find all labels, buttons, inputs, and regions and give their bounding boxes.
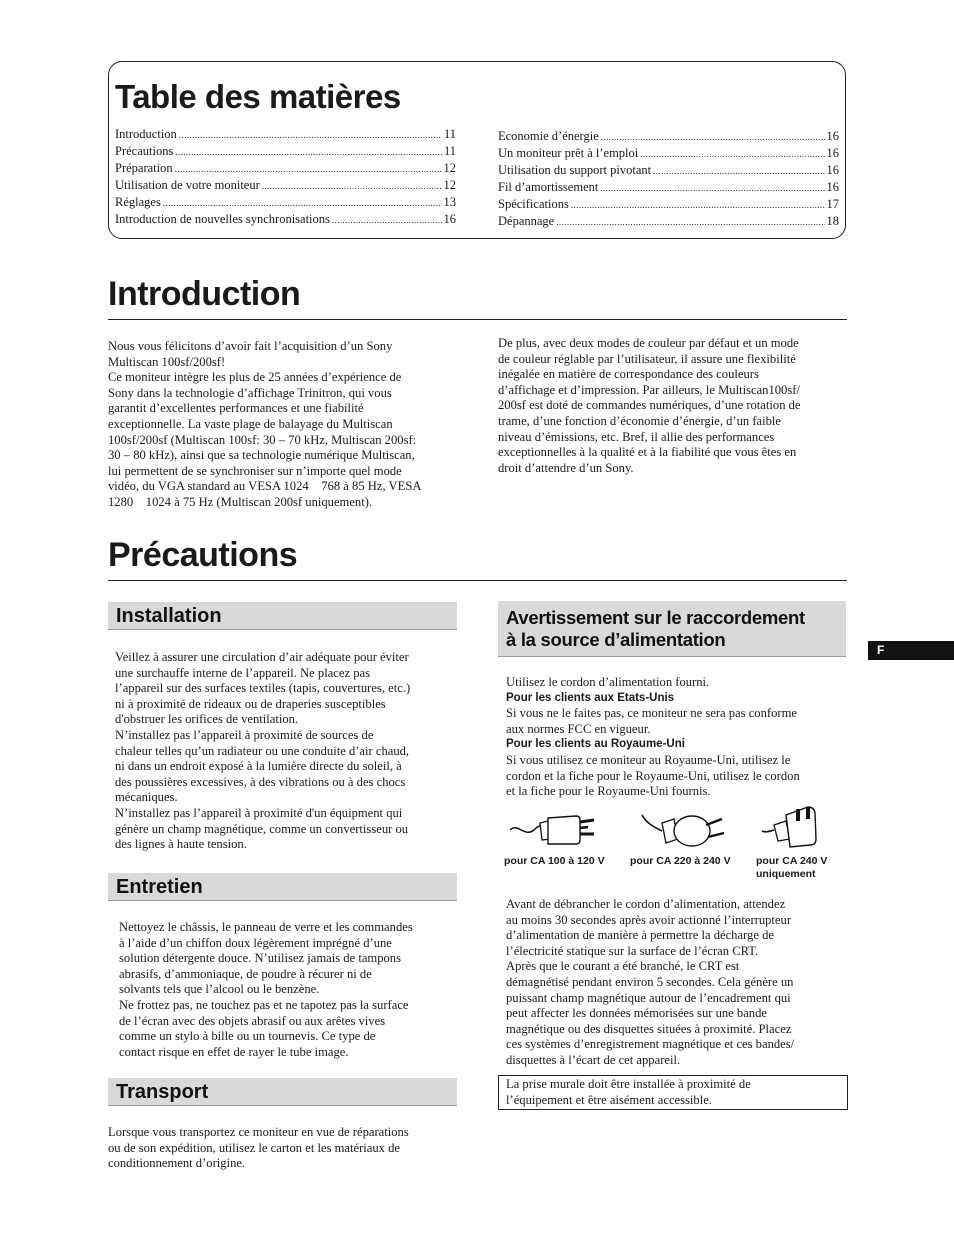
power-instructions: Utilisez le cordon d’alimentation fourni. Pour les clients aux Etats-Unis Si vous ne le faites pas, ce moniteur ne sera pas conforme aux normes FCC en vigueur. Pour les clients au Royaume-Uni Si vous utilisez ce moniteur au Royaume-Uni, utilisez le cordon et la fiche pour le Royaume-Uni, utilisez le cordon et la fiche pour le Royaume-Uni fournis. bbox=[506, 675, 800, 799]
uk-plug-icon bbox=[760, 805, 820, 853]
precautions-title: Précautions bbox=[108, 536, 298, 574]
toc-entry[interactable]: Spécifications ..... 17 bbox=[498, 196, 839, 213]
euro-plug-icon bbox=[640, 805, 728, 853]
language-tab: F bbox=[868, 641, 954, 660]
toc-left-column bbox=[115, 126, 456, 228]
transport-heading: Transport bbox=[108, 1078, 457, 1106]
toc-entry[interactable]: Réglages ..... 13 bbox=[115, 194, 456, 211]
entretien-heading: Entretien bbox=[108, 873, 457, 901]
toc-entry[interactable]: Introduction ..... 11 bbox=[115, 126, 456, 143]
introduction-rule bbox=[108, 319, 847, 320]
power-warning-heading: Avertissement sur le raccordement à la source d’alimentation bbox=[498, 601, 846, 657]
toc-entry[interactable]: Utilisation de votre moniteur ..... 12 bbox=[115, 177, 456, 194]
introduction-left-text: Nous vous félicitons d’avoir fait l’acquisition d’un Sony Multiscan 100sf/200sf! Ce moniteur intègre les plus de 25 années d’expérience de Sony dans la technologie d’affichage Trinitron, qui vous garantit d’excellentes performances et une fiabilité exceptionnelle. La vaste plage de balayage du Multiscan 100sf/200sf (Multiscan 100sf: 30 – 70 kHz, Multiscan 200sf: 30 – 80 kHz), ainsi que sa technologie numérique Multiscan, lui permettent de se synchroniser sur n’importe quel mode vidéo, du VGA standard au VESA 1024 768 à 85 Hz, VESA 1280 1024 à 75 Hz (Multiscan 200sf uniquement). bbox=[108, 339, 422, 509]
toc-title: Table des matières bbox=[115, 78, 401, 115]
introduction-title: Introduction bbox=[108, 275, 301, 313]
toc-entry[interactable]: Utilisation du support pivotant ..... 16 bbox=[498, 162, 839, 179]
toc-entry[interactable]: Economie d’énergie ..... 16 bbox=[498, 128, 839, 145]
toc-right-column bbox=[498, 128, 839, 230]
transport-text: Lorsque vous transportez ce moniteur en vue de réparations ou de son expédition, utilisez le carton et les matériaux de conditionnement d’origine. bbox=[108, 1125, 409, 1171]
plug-caption-uk: pour CA 240 V uniquement bbox=[756, 855, 828, 880]
us-plug-icon bbox=[510, 808, 598, 852]
power-warning-text: Avant de débrancher le cordon d’alimentation, attendez au moins 30 secondes après avoir actionné l’interrupteur d’alimentation de manière à permettre la décharge de l’électricité statique sur la surface de l’écran CRT. Après que le courant a été branché, le CRT est démagnétisé pendant environ 5 secondes. Cela génère un puissant champ magnétique autour de l’encadrement qui peut affecter les données mémorisées sur une bande magnétique ou des disquettes situées à proximité. Placez ces systèmes d’enregistrement magnétique et ces bandes/ disquettes à l’écart de cet appareil. bbox=[506, 897, 795, 1067]
toc-entry[interactable]: Fil d’amortissement ..... 16 bbox=[498, 179, 839, 196]
entretien-text: Nettoyez le châssis, le panneau de verre et les commandes à l’aide d’un chiffon doux légèrement imprégné d’une solution détergente douce. N’utilisez jamais de tampons abrasifs, d’ammoniaque, de poudre à récurer ni de solvants tels que l’alcool ou le benzène. Ne frottez pas, ne touchez pas et ne tapotez pas la surface de l’écran avec des objets abrasif ou aux arêtes vives comme un stylo à bille ou un tournevis. Ce type de contact risque en effet de rayer le tube image. bbox=[119, 920, 413, 1059]
plug-caption-eu: pour CA 220 à 240 V bbox=[630, 855, 731, 867]
plug-caption-us: pour CA 100 à 120 V bbox=[504, 855, 605, 867]
wall-outlet-note: La prise murale doit être installée à proximité de l’équipement et être aisément accessible. bbox=[498, 1075, 848, 1110]
toc-entry[interactable]: Préparation ..... 12 bbox=[115, 160, 456, 177]
installation-heading: Installation bbox=[108, 602, 457, 630]
toc-entry[interactable]: Introduction de nouvelles synchronisations ..... 16 bbox=[115, 211, 456, 228]
precautions-rule bbox=[108, 580, 847, 581]
toc-entry[interactable]: Dépannage ..... 18 bbox=[498, 213, 839, 230]
toc-entry[interactable]: Un moniteur prêt à l’emploi ..... 16 bbox=[498, 145, 839, 162]
introduction-right-text: De plus, avec deux modes de couleur par défaut et un mode de couleur réglable par l’utilisateur, il assure une flexibilité inégalée en matière de correspondance des couleurs d’affichage et d’impression. Par ailleurs, le Multiscan100sf/ 200sf est doté de commandes numériques, d’une rotation de trame, d’une fonction d’économie d’énergie, d’un faible niveau d’émissions, etc. Bref, il allie des performances exceptionnelles à la qualité et à la fiabilité que vous êtes en droit d’attendre d’un Sony. bbox=[498, 336, 801, 475]
installation-text: Veillez à assurer une circulation d’air adéquate pour éviter une surchauffe interne de l’appareil. Ne placez pas l’appareil sur des surfaces textiles (tapis, couvertures, etc.) ni à proximité de rideaux ou de draperies susceptibles d'obstruer les orifices de ventilation. N’installez pas l’appareil à proximité de sources de chaleur telles qu’un radiateur ou une conduite d’air chaud, ni dans un endroit exposé à la lumière directe du soleil, à des poussières excessives, à des vibrations ou à des chocs mécaniques. N’installez pas l’appareil à proximité d'un équipment qui génère un champ magnétique, comme un convertisseur ou des lignes à haute tension. bbox=[115, 650, 411, 852]
toc-entry[interactable]: Précautions ..... 11 bbox=[115, 143, 456, 160]
